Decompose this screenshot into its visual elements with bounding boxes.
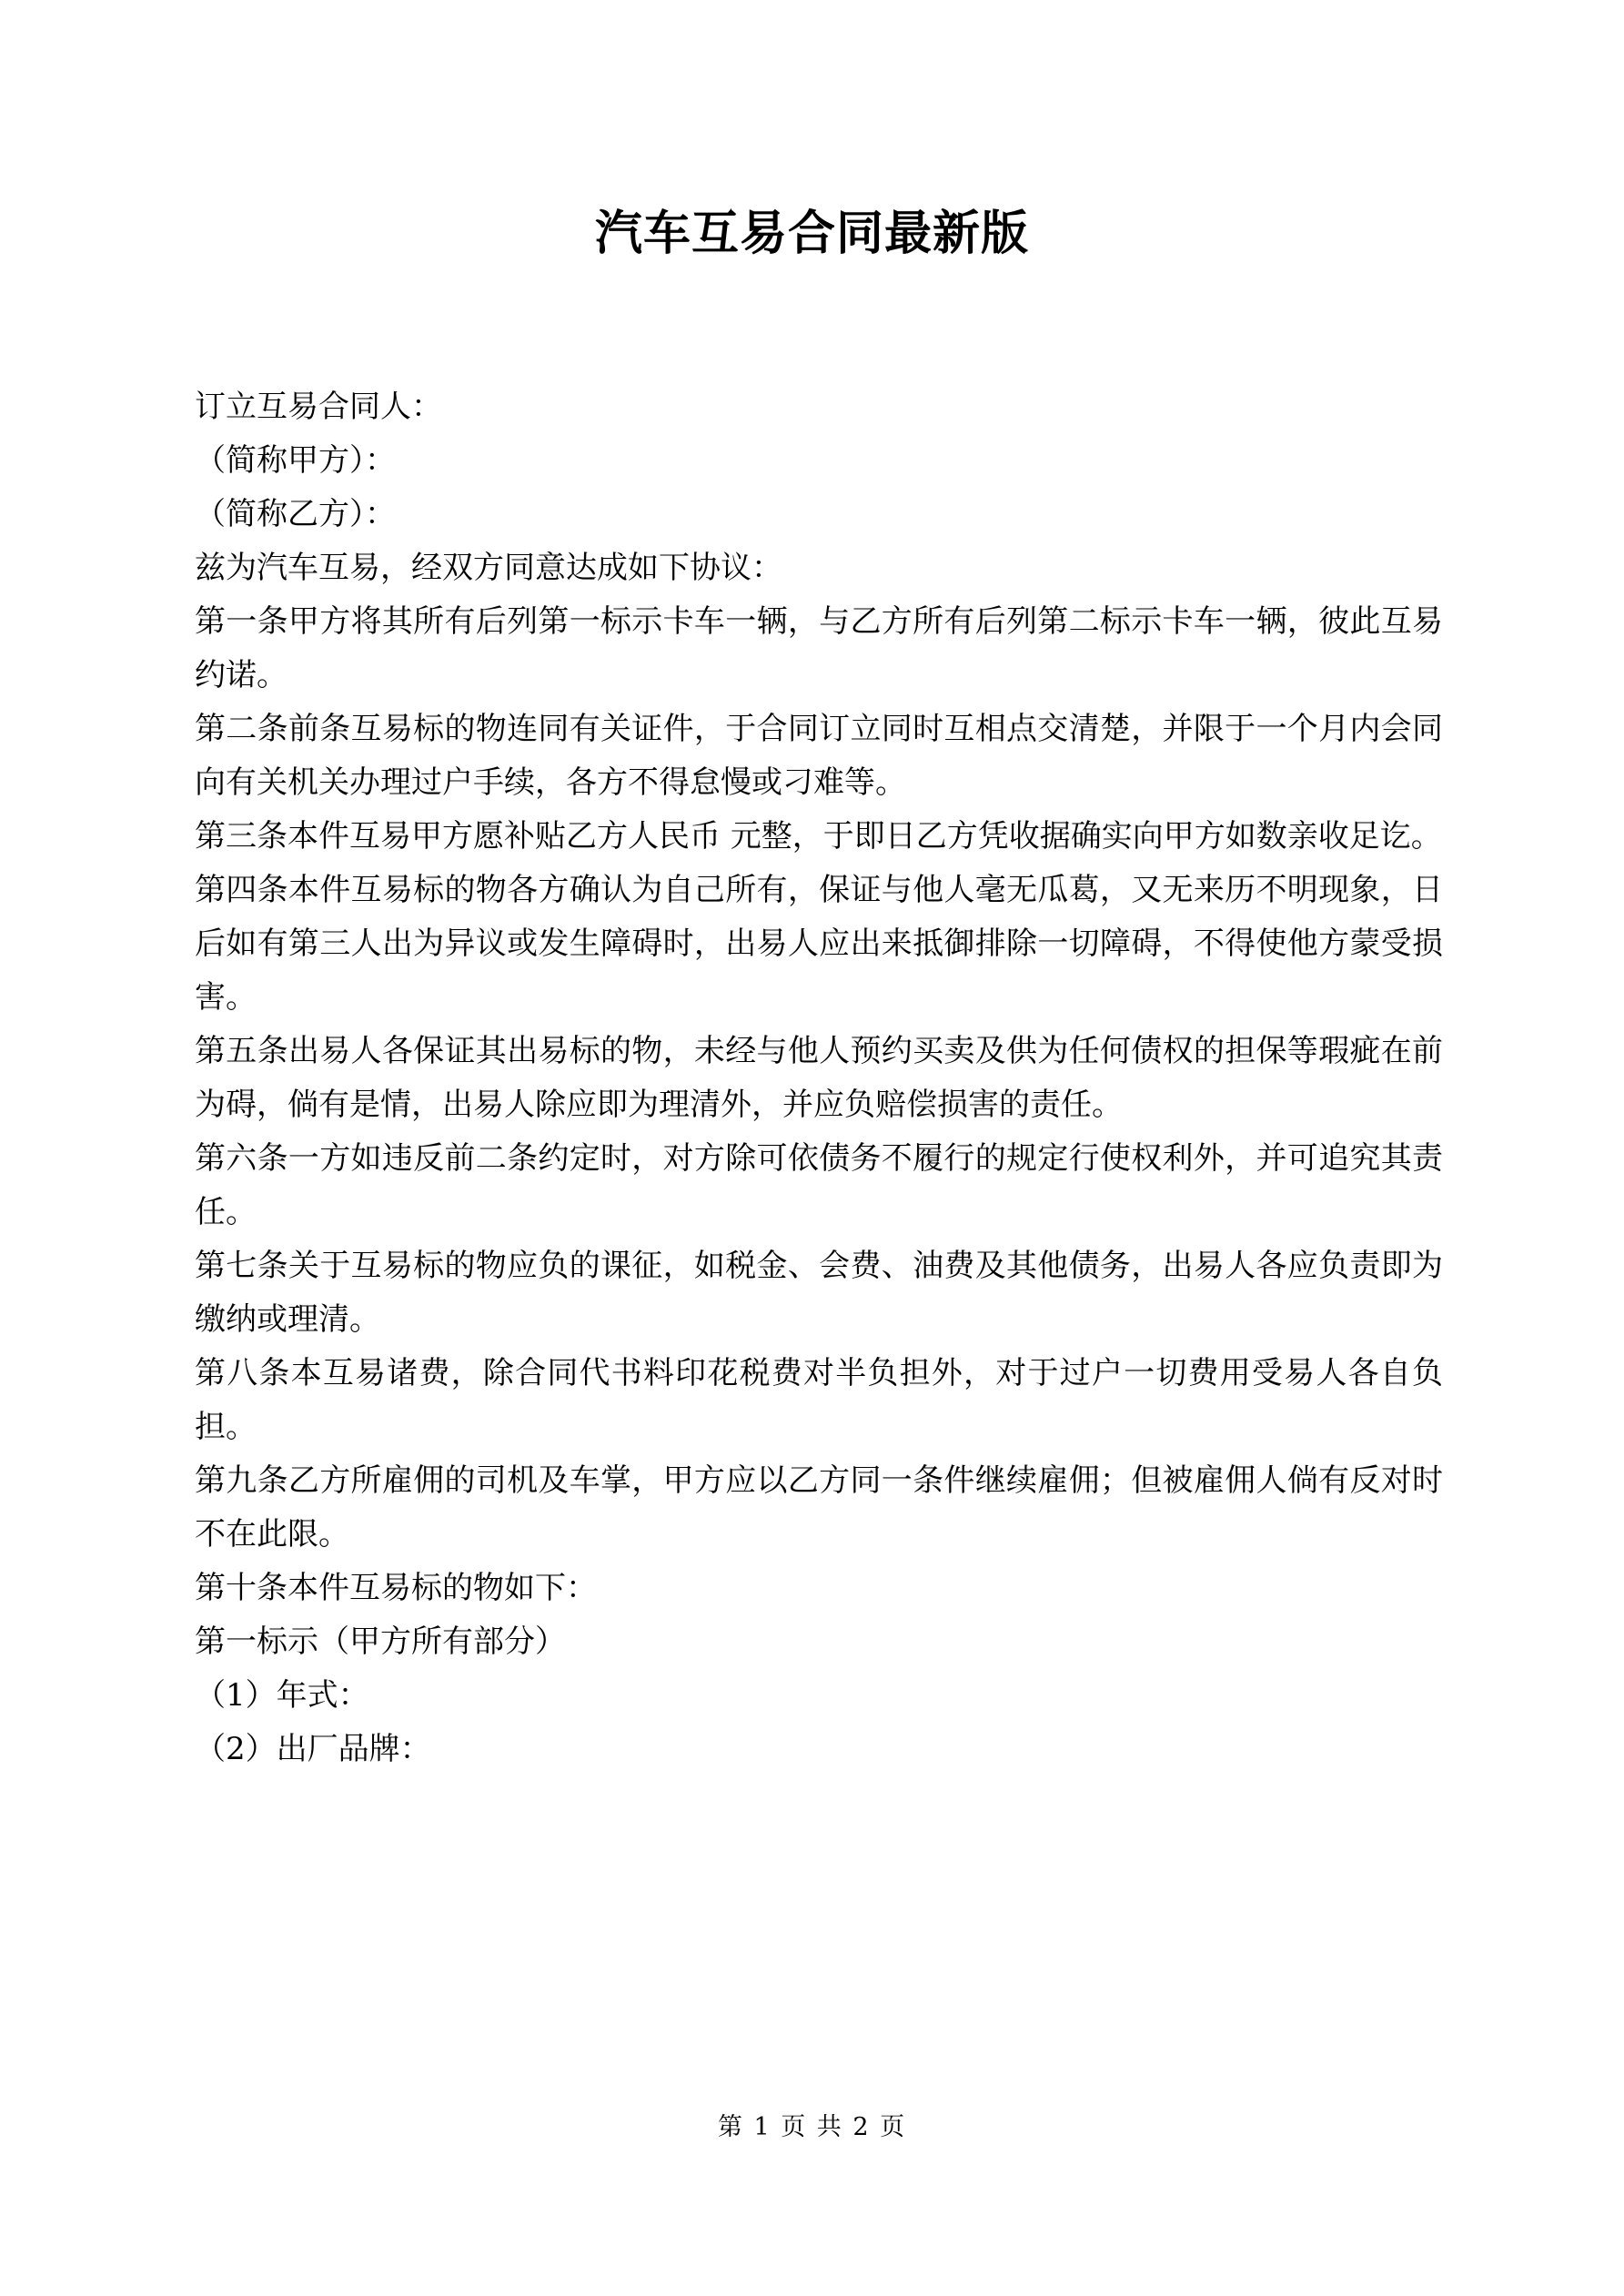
article-4: 第四条本件互易标的物各方确认为自己所有，保证与他人毫无瓜葛，又无来历不明现象，日后如有第三人出为异议或发生障碍时，出易人应出来抵御排除一切障碍，不得使他方蒙受损害。: [195, 872, 1443, 1016]
paragraph-parties-heading: 订立互易合同人：: [195, 389, 442, 425]
article-9: 第九条乙方所雇佣的司机及车掌，甲方应以乙方同一条件继续雇佣；但被雇佣人倘有反对时不在此限。: [195, 1462, 1443, 1553]
label-first-item: 第一标示（甲方所有部分）: [195, 1623, 566, 1660]
article-1: 第一条甲方将其所有后列第一标示卡车一辆，与乙方所有后列第二标示卡车一辆，彼此互易约诺。: [195, 603, 1443, 693]
page-number-footer: 第 1 页 共 2 页: [717, 2113, 907, 2141]
article-5: 第五条出易人各保证其出易标的物，未经与他人预约买卖及供为任何债权的担保等瑕疵在前为碍，倘有是情，出易人除应即为理清外，并应负赔偿损害的责任。: [195, 1033, 1443, 1123]
item-year-model: （1）年式：: [195, 1677, 369, 1714]
paragraph-party-b: （简称乙方）：: [195, 496, 396, 532]
document-title: 汽车互易合同最新版: [594, 206, 1029, 261]
article-2: 第二条前条互易标的物连同有关证件，于合同订立同时互相点交清楚，并限于一个月内会同向有关机关办理过户手续，各方不得怠慢或刁难等。: [195, 711, 1443, 801]
paragraph-preamble: 兹为汽车互易，经双方同意达成如下协议：: [195, 550, 782, 586]
article-3: 第三条本件互易甲方愿补贴乙方人民币 元整，于即日乙方凭收据确实向甲方如数亲收足讫。: [195, 818, 1442, 855]
item-brand: （2）出厂品牌：: [195, 1731, 431, 1767]
article-7: 第七条关于互易标的物应负的课征，如税金、会费、油费及其他债务，出易人各应负责即为缴纳或理清。: [195, 1248, 1443, 1338]
article-10: 第十条本件互易标的物如下：: [195, 1570, 597, 1606]
article-8: 第八条本互易诸费，除合同代书料印花税费对半负担外，对于过户一切费用受易人各自负担。: [195, 1355, 1443, 1445]
paragraph-party-a: （简称甲方）：: [195, 442, 396, 479]
document-body: [195, 380, 1443, 1776]
article-6: 第六条一方如违反前二条约定时，对方除可依债务不履行的规定行使权利外，并可追究其责任。: [195, 1140, 1443, 1230]
